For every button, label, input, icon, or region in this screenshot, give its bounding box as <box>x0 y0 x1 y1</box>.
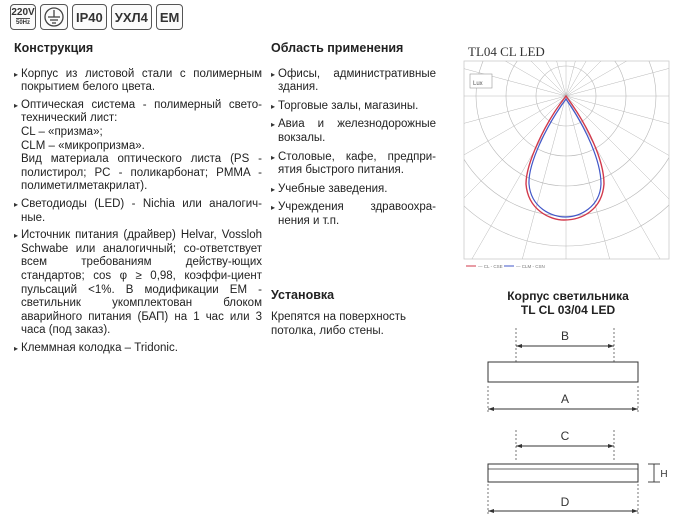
dim-d: D <box>560 495 570 509</box>
voltage-badge <box>10 4 36 30</box>
frequency-value: 50Hz <box>15 20 30 26</box>
polar-title: TL04 CL LED <box>468 44 545 59</box>
installation-title: Установка <box>271 288 335 302</box>
application-list <box>271 68 436 229</box>
polar-unit-label: Lux <box>473 81 483 87</box>
badge-row <box>10 4 183 30</box>
dim-b: B <box>560 329 570 343</box>
installation-section <box>271 288 436 338</box>
construction-item-line: ▸ Клеммная колодка – Tridonic. <box>21 341 178 354</box>
construction-item <box>14 198 262 225</box>
voltage-value: 220V <box>11 7 35 18</box>
dim-c: C <box>560 429 570 443</box>
construction-list <box>14 68 262 356</box>
legend-cl: — CL - CSE <box>478 264 503 269</box>
application-item: ▸ Офисы, административные здания. <box>271 68 436 95</box>
polar-diagram <box>460 44 672 272</box>
construction-item-line: ▸ Светодиоды (LED) - Nichia или аналогич-ные. <box>21 197 262 224</box>
housing-title <box>480 289 656 317</box>
construction-item-line: CL – «призма»; <box>21 125 103 138</box>
application-title: Область применения <box>271 41 404 55</box>
ground-icon <box>40 4 68 30</box>
construction-item-line: ▸ Оптическая система - полимерный свето-технический лист: <box>21 98 262 125</box>
construction-item <box>14 99 262 194</box>
legend-clm: — CLM - CSN <box>516 264 545 269</box>
housing-drawing <box>478 318 672 526</box>
construction-item-line: ▸ Источник питания (драйвер) Helvar, Vossloh Schwabe или аналогичный; со-ответствует всем требованиям действу-ющих стандартов; cos φ ≥ 0,98, коэффи-циент пульсаций <1%. В модификации EM - светильник укомплектован блоком аварийного питания (БАП) на 1 час или 3 часа (под заказ). <box>21 229 262 337</box>
em-badge: EM <box>156 4 184 30</box>
construction-item-line: Вид материала оптического листа (PS - полистирол; PC - поликарбонат; PMMA - полиметилметакрилат). <box>21 153 262 193</box>
housing-side-view <box>488 362 638 382</box>
installation-text: Крепятся на поверхность потолка, либо стены. <box>271 311 406 337</box>
climate-badge: УХЛ4 <box>111 4 152 30</box>
housing-title-line2: TL CL 03/04 LED <box>520 303 616 317</box>
application-item: ▸ Торговые залы, магазины. <box>271 100 436 114</box>
construction-item <box>14 68 262 95</box>
dim-a: A <box>560 392 570 406</box>
application-item: ▸ Авиа и железнодорожные вокзалы. <box>271 118 436 145</box>
dim-h: H <box>660 469 668 480</box>
application-section <box>271 42 436 234</box>
housing-title-line1: Корпус светильника <box>507 289 629 303</box>
housing-front-view <box>488 464 638 482</box>
application-item: ▸ Учреждения здравоохра-нения и т.п. <box>271 201 436 228</box>
construction-title: Конструкция <box>14 41 94 55</box>
application-item: ▸ Столовые, кафе, предпри-ятия быстрого питания. <box>271 151 436 178</box>
polar-svg <box>460 44 672 272</box>
construction-item-line: CLM – «микропризма». <box>21 139 145 152</box>
ip-badge: IP40 <box>72 4 107 30</box>
construction-item-line: ▸ Корпус из листовой стали с полимерным покрытием белого цвета. <box>21 67 262 94</box>
application-item: ▸ Учебные заведения. <box>271 183 436 197</box>
construction-item <box>14 342 262 356</box>
construction-section <box>14 42 262 359</box>
construction-item <box>14 229 262 338</box>
